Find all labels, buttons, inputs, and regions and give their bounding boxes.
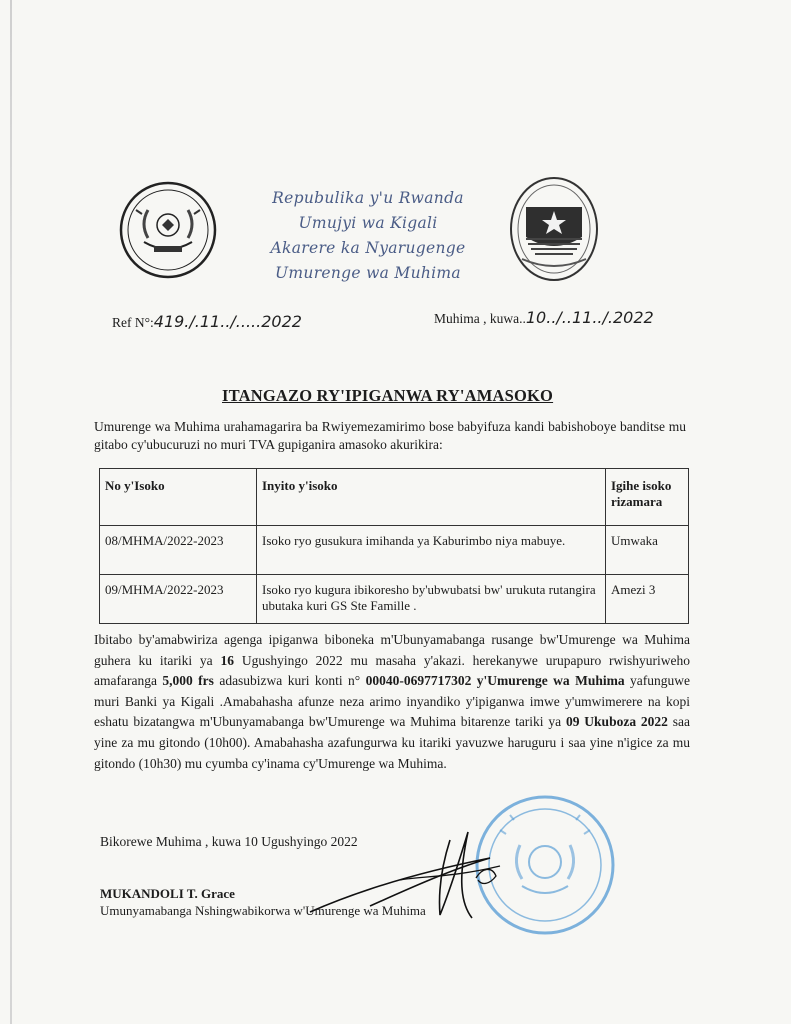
table-cell: Umwaka bbox=[606, 526, 689, 575]
handwritten-signature bbox=[300, 820, 520, 930]
rwanda-coat-of-arms-icon bbox=[118, 180, 218, 280]
table-cell: Isoko ryo gusukura imihanda ya Kaburimbo niya mabuye. bbox=[257, 526, 606, 575]
table-header-row bbox=[100, 469, 689, 526]
letterhead-line: Repubulika y'u Rwanda bbox=[272, 189, 464, 207]
body-text-segment: adasubizwa kuri konti n° bbox=[213, 673, 366, 689]
letterhead-line: Umurenge wa Muhima bbox=[275, 264, 461, 282]
body-bold-segment: 00040-0697717302 y'Umurenge wa Muhima bbox=[365, 673, 625, 689]
place-date-label: Muhima , kuwa.. bbox=[434, 311, 526, 326]
reference-number bbox=[112, 312, 302, 331]
document-title: ITANGAZO RY'IPIGANWA RY'AMASOKO bbox=[222, 386, 554, 405]
letterhead-line: Akarere ka Nyarugenge bbox=[270, 239, 466, 257]
table-row bbox=[100, 575, 689, 624]
signatory-role: Umunyamabanga Nshingwabikorwa w'Umurenge wa Muhima bbox=[100, 903, 426, 918]
table-cell: Isoko ryo kugura ibikoresho by'ubwubatsi bw' urukuta rutangira ubutaka kuri GS Ste Famille . bbox=[257, 575, 606, 624]
body-text-segment: Ibitabo by'amabwiriza agenga ipiganwa biboneka m'Ubunyamabanga rusange bw'Umurenge wa Muhima guhera ku itariki ya bbox=[94, 632, 690, 668]
table-header: Igihe isoko rizamara bbox=[606, 469, 689, 526]
place-date bbox=[434, 308, 654, 327]
ref-value: 419./.11../.....2022 bbox=[153, 312, 302, 331]
place-date-value: 10../..11../.2022 bbox=[525, 308, 654, 327]
table-header: No y'Isoko bbox=[100, 469, 257, 526]
kigali-city-emblem-icon bbox=[508, 175, 600, 283]
ref-label: Ref N°: bbox=[112, 315, 154, 330]
body-text-segment: Ugushyingo 2022 mu masaha y'akazi. herekanywe urupapuro rwishyuriweho amafaranga bbox=[94, 652, 691, 689]
body-bold-segment: 09 Ukuboza 2022 bbox=[565, 714, 668, 730]
table-cell: Amezi 3 bbox=[606, 575, 689, 624]
signoff-date: Bikorewe Muhima , kuwa 10 Ugushyingo 2022 bbox=[100, 834, 358, 849]
tender-table bbox=[99, 468, 689, 624]
table-header: Inyito y'isoko bbox=[257, 469, 606, 526]
signatory-name: MUKANDOLI T. Grace bbox=[100, 886, 235, 901]
body-paragraph bbox=[94, 630, 690, 774]
table-cell: 09/MHMA/2022-2023 bbox=[100, 575, 257, 624]
body-text-segment: yafunguwe muri Banki ya Kigali .Amabahasha afunze neza arimo inyandiko y'ipiganwa imwe y'umwimerere na kopi eshatu bizatangwa m'Ubunyamabanga bw'Umurenge wa Muhima bitarenze tariki ya bbox=[94, 673, 691, 730]
body-bold-segment: 5,000 frs bbox=[162, 673, 214, 689]
intro-paragraph: Umurenge wa Muhima urahamagarira ba Rwiyemezamirimo bose babyifuza kandi babishoboye banditse mu gitabo cy'ubucuruzi no muri TVA gupiganira amasoko akurikira: bbox=[94, 419, 686, 452]
scanned-page-edge bbox=[10, 0, 12, 1024]
letterhead-line: Umujyi wa Kigali bbox=[298, 214, 438, 232]
body-text-segment: saa yine za mu gitondo (10h00). Amabahasha azafungurwa ku itariki yavuzwe haruguru i saa yine n'igice za mu gitondo (10h30) mu cyumba cy'inama cy'Umurenge wa Muhima. bbox=[94, 714, 690, 771]
table-cell: 08/MHMA/2022-2023 bbox=[100, 526, 257, 575]
letterhead bbox=[258, 186, 478, 286]
table-row bbox=[100, 526, 689, 575]
body-bold-segment: 16 bbox=[220, 652, 234, 668]
